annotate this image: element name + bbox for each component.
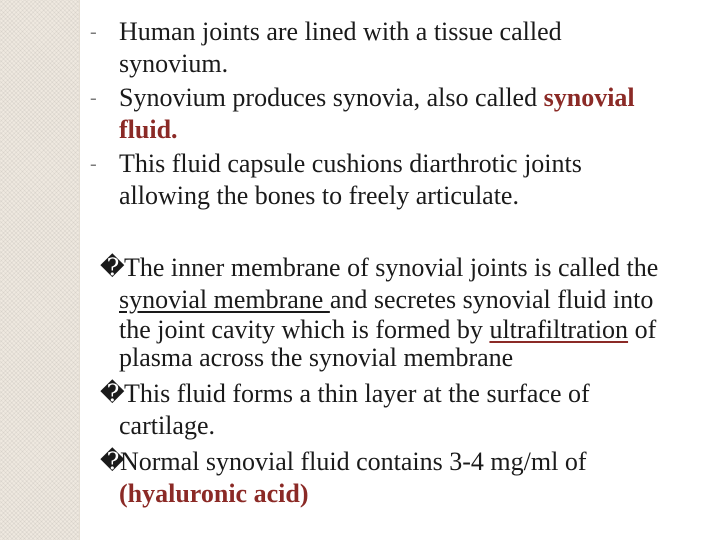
para-2-line-1: This fluid forms a thin layer at the surface of (124, 379, 590, 408)
bullet-dash: - (90, 87, 97, 109)
para-1-line-4: plasma across the synovial membrane (119, 343, 514, 372)
para-1-line-1: The inner membrane of synovial joints is called the (124, 253, 659, 282)
fluid-term: fluid. (119, 115, 178, 144)
bullet-3-line-2: allowing the bones to freely articulate. (119, 181, 519, 210)
bullet-dash: - (90, 153, 97, 175)
para-1-line-3-end: of (628, 315, 657, 344)
synovial-term: synovial (543, 83, 635, 112)
para-1-line-2 (119, 284, 653, 316)
para-1-line-3-text: the joint cavity which is formed by (119, 315, 490, 344)
bullet-1-line-1: Human joints are lined with a tissue called (119, 17, 562, 46)
ultrafiltration-link: ultrafiltration (489, 315, 629, 344)
hyaluronic-acid-term: (hyaluronic acid) (119, 479, 309, 508)
bullet-box: � (100, 449, 125, 475)
para-1-line-2-rest: and secretes synovial fluid into (329, 285, 654, 314)
para-2-line-2: cartilage. (119, 411, 215, 440)
bullet-2-line-1 (119, 82, 635, 114)
bullet-dash: - (90, 21, 97, 43)
para-3-line-1: Normal synovial fluid contains 3-4 mg/ml of (120, 447, 587, 476)
bullet-box: � (100, 255, 125, 281)
bullet-2-text: Synovium produces synovia, also called (119, 83, 544, 112)
synovial-membrane-link: synovial membrane (119, 285, 330, 314)
bullet-1-line-2: synovium. (119, 49, 229, 78)
bullet-3-line-1: This fluid capsule cushions diarthrotic joints (119, 149, 582, 178)
bullet-box: � (100, 381, 125, 407)
